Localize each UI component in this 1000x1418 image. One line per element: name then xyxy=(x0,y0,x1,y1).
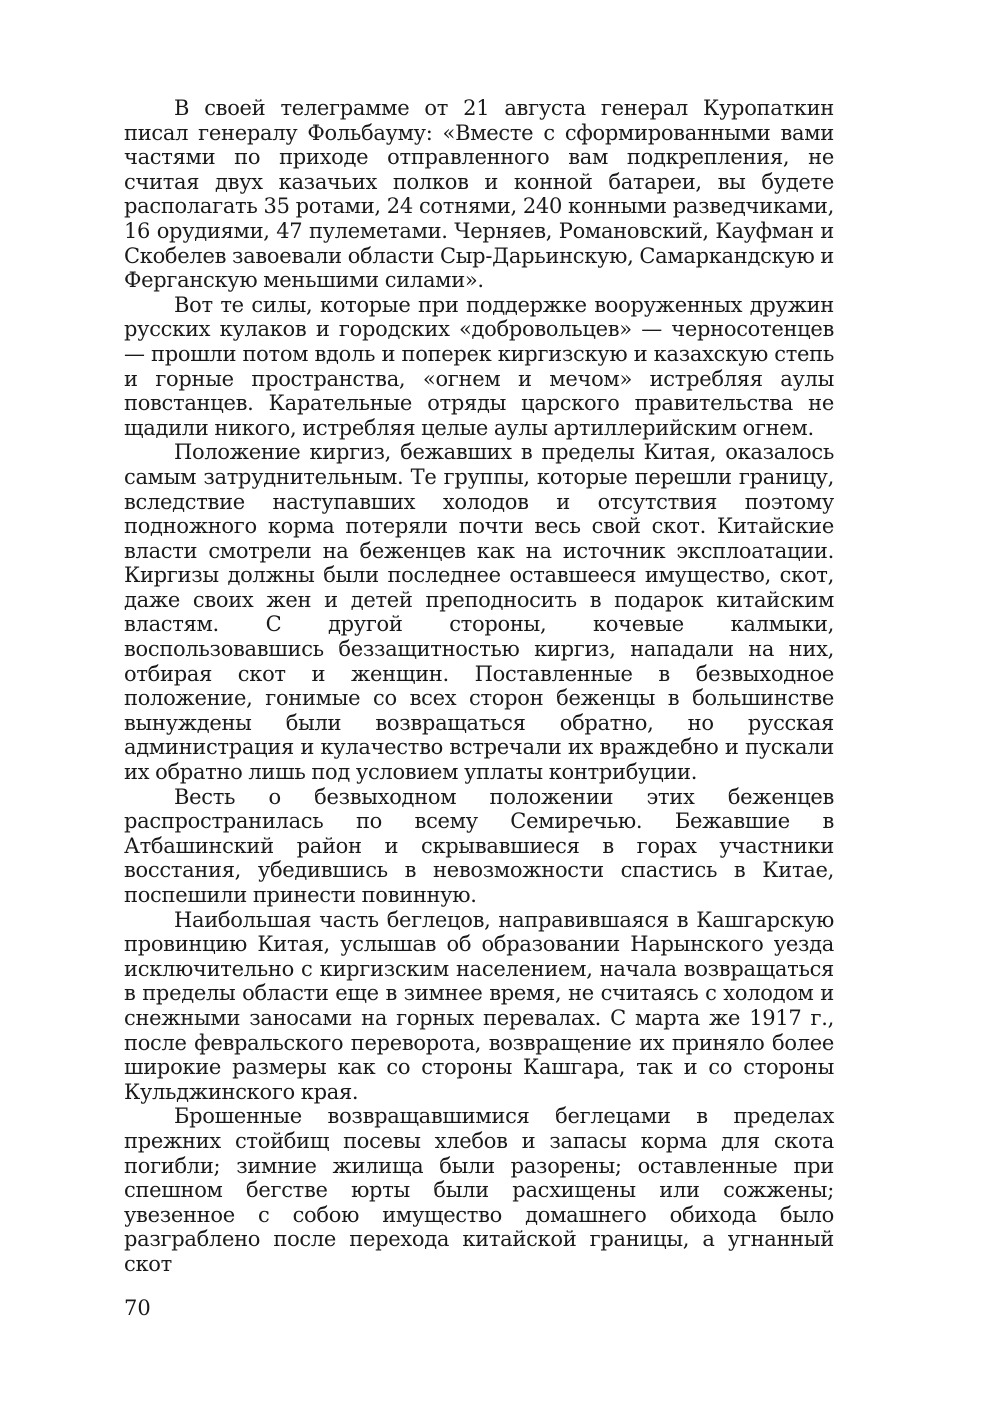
paragraph-3: Положение киргиз, бежавших в пределы Китая, оказалось самым затруднительным. Те группы, которые перешли границу, вследствие наступавших холодов и отсутствия поэтому подножного корма потеряли почти весь свой скот. Китайские власти смотрели на беженцев как на источник эксплоатации. Киргизы должны были последнее оставшееся имущество, скот, даже своих жен и детей преподносить в подарок китайским властям. С другой стороны, кочевые калмыки, воспользовавшись беззащитностью киргиз, нападали на них, отбирая скот и женщин. Поставленные в безвыходное положение, гонимые со всех сторон беженцы в большинстве вынуждены были возвращаться обратно, но русская администрация и кулачество встречали их враждебно и пускали их обратно лишь под условием уплаты контрибуции. xyxy=(124,440,834,785)
paragraph-2: Вот те силы, которые при поддержке вооруженных дружин русских кулаков и городских «добровольцев» — черносотенцев — прошли потом вдоль и поперек киргизскую и казахскую степь и горные пространства, «огнем и мечом» истребляя аулы повстанцев. Карательные отряды царского правительства не щадили никого, истребляя целые аулы артиллерийским огнем. xyxy=(124,292,834,440)
page-number: 70 xyxy=(124,1296,151,1320)
paragraph-1: В своей телеграмме от 21 августа генерал Куропаткин писал генералу Фольбауму: «Вместе с сформированными вами частями по приходе отправленного вам подкрепления, не считая двух казачьих полков и конной батареи, вы будете располагать 35 ротами, 24 сотнями, 240 конными разведчиками, 16 орудиями, 47 пулеметами. Черняев, Романовский, Кауфман и Скобелев завоевали области Сыр-Дарьинскую, Самаркандскую и Ферганскую меньшими силами». xyxy=(124,96,835,293)
paragraph-4: Весть о безвыходном положении этих беженцев распространилась по всему Семиречью. Бежавшие в Атбашинский район и скрывавшиеся в горах участники восстания, убедившись в невозможности спастись в Китае, поспешили принести повинную. xyxy=(124,784,834,907)
page-body xyxy=(124,96,834,1277)
paragraph-6: Брошенные возвращавшимися беглецами в пределах прежних стойбищ посевы хлебов и запасы корма для скота погибли; зимние жилища были разорены; оставленные при спешном бегстве юрты были расхищены или сожжены; увезенное с собою имущество домашнего обихода было разграблено после перехода китайской границы, а угнанный скот xyxy=(124,1104,834,1276)
paragraph-5: Наибольшая часть беглецов, направившаяся в Кашгарскую провинцию Китая, услышав об образовании Нарынского уезда исключительно с киргизским населением, начала возвращаться в пределы области еще в зимнее время, не считаясь с холодом и снежными заносами на горных перевалах. С марта же 1917 г., после февральского переворота, возвращение их приняло более широкие размеры как со стороны Кашгара, так и со стороны Кульджинского края. xyxy=(124,907,834,1104)
